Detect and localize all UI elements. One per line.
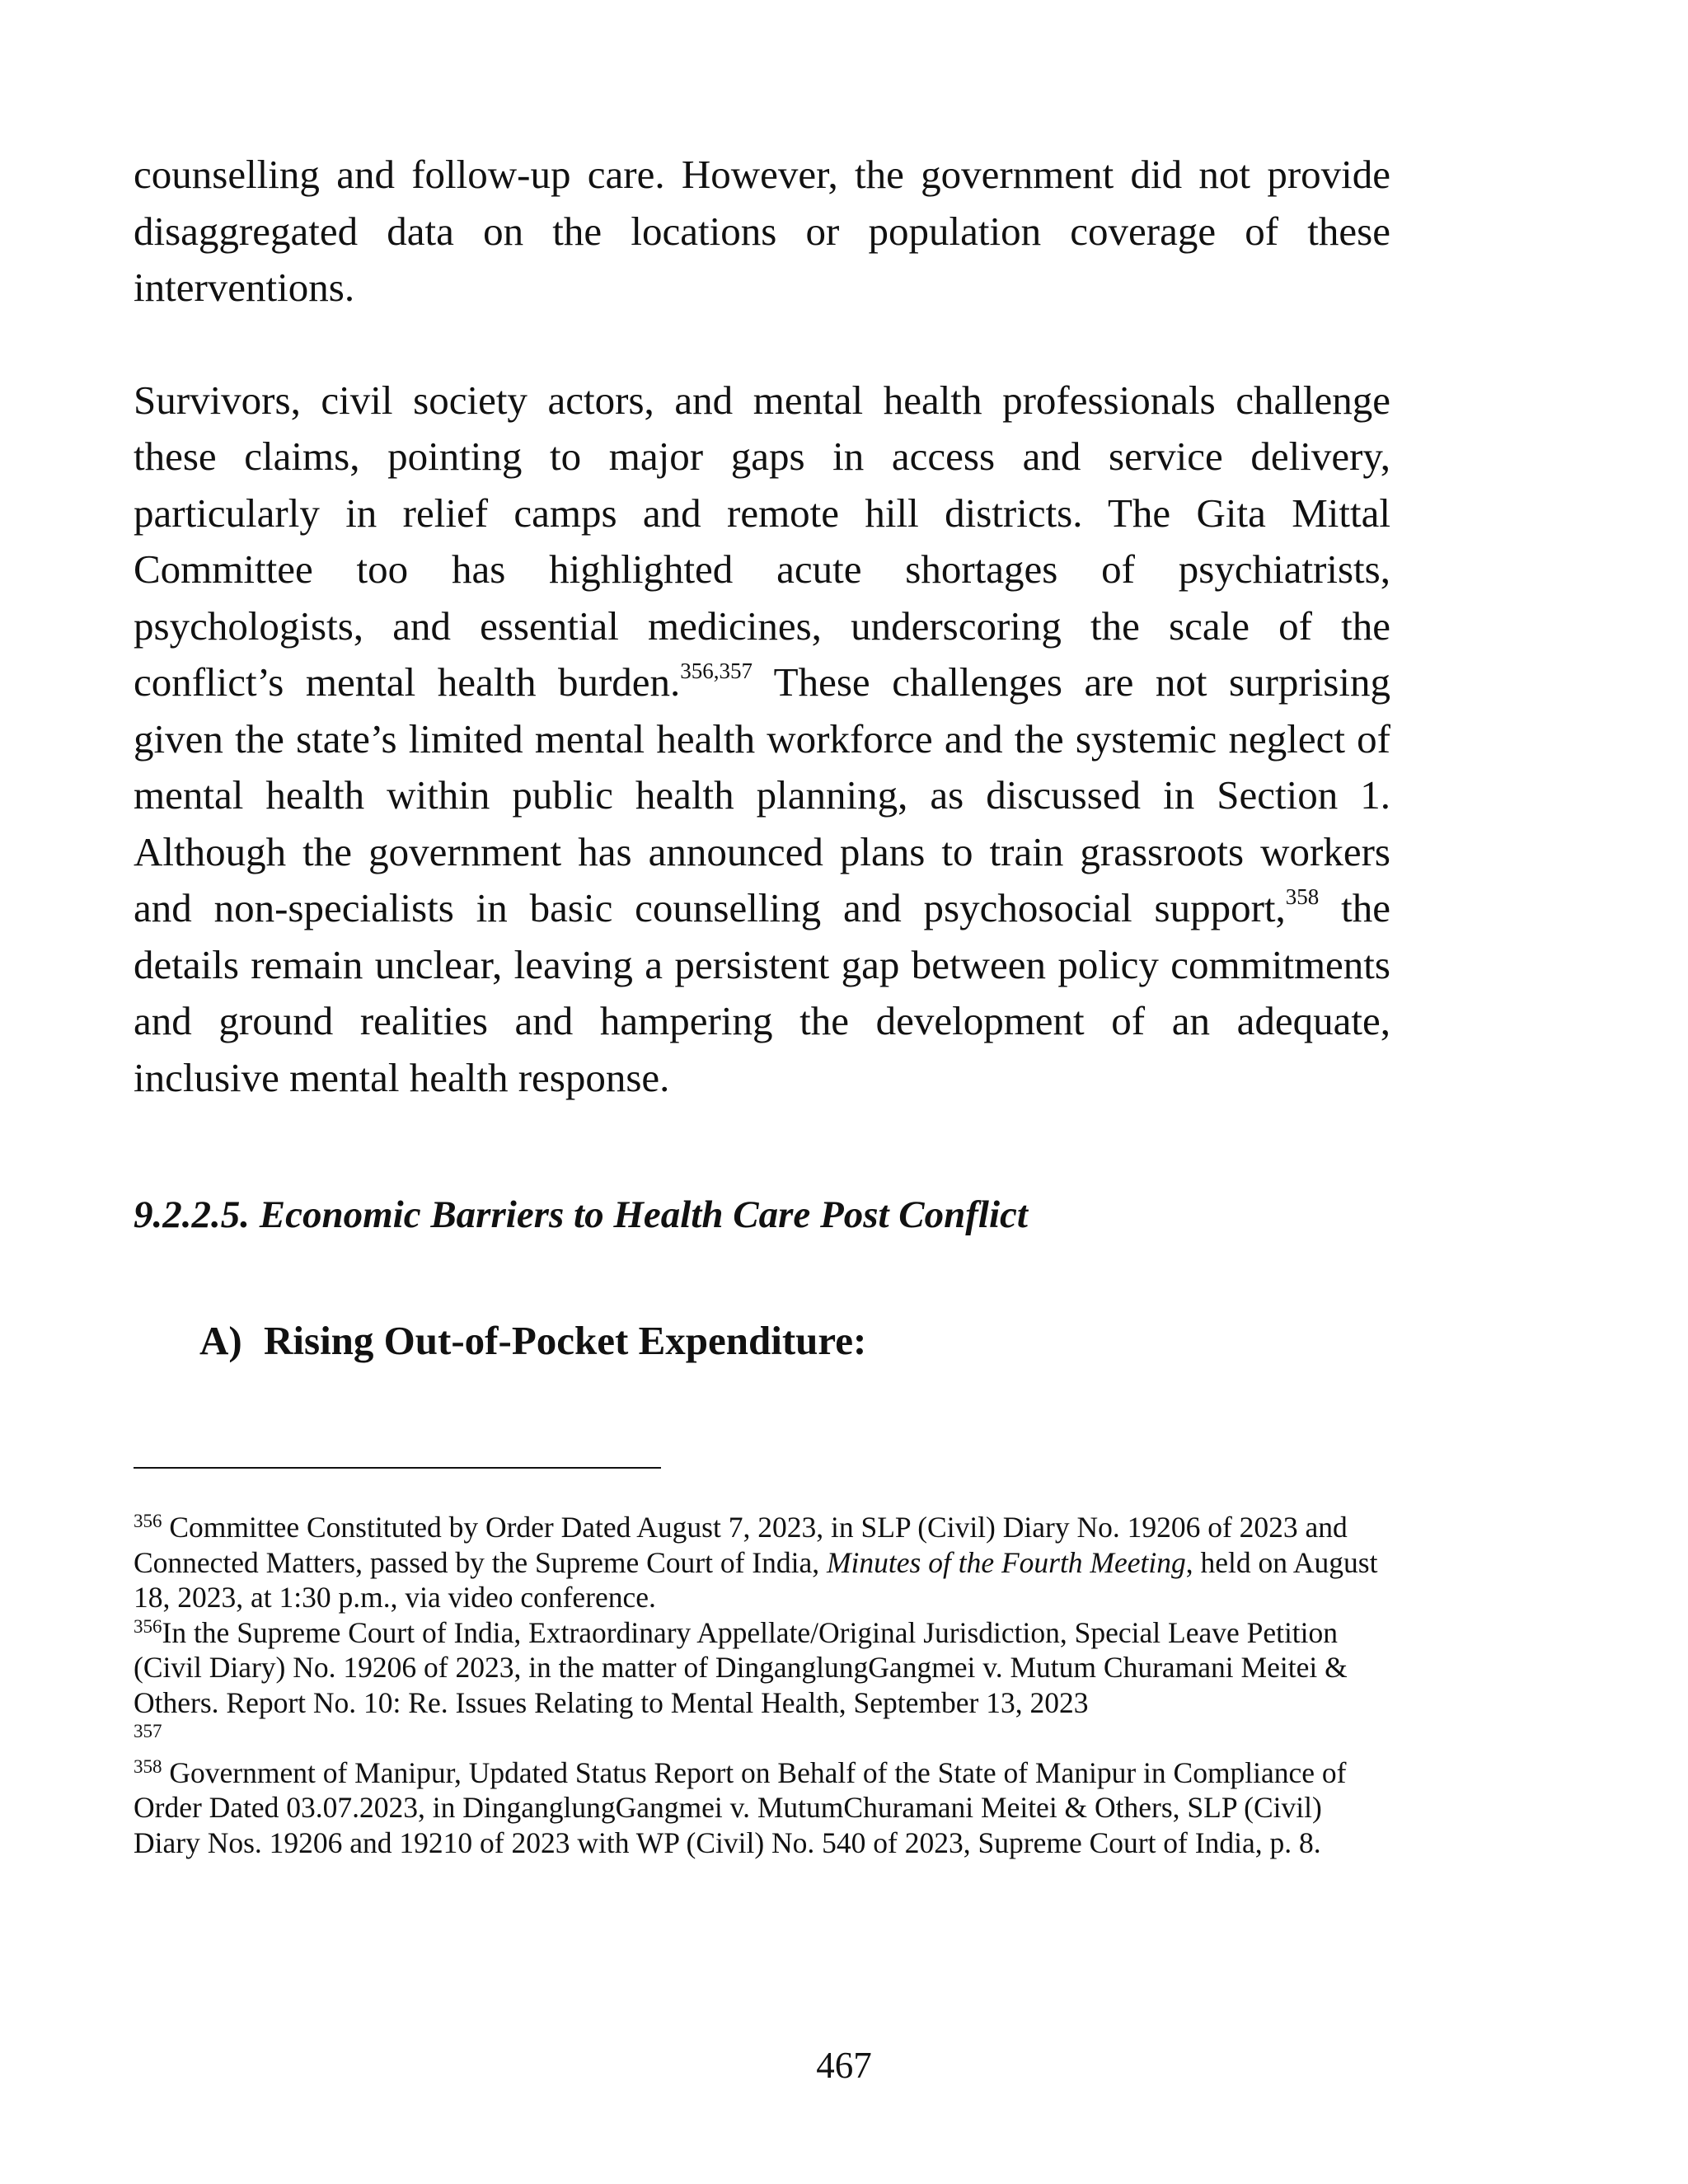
paragraph-2 (134, 373, 1390, 1107)
sub-heading (199, 1316, 866, 1366)
footnote-357 (134, 1720, 1390, 1755)
footnote-356-b (134, 1615, 1390, 1721)
main-text (134, 147, 1390, 1106)
paragraph-gap (134, 316, 1390, 373)
section-heading: 9.2.2.5. Economic Barriers to Health Care Post Conflict (134, 1193, 1028, 1236)
footnote-356 (134, 1510, 1390, 1615)
page-number: 467 (816, 2045, 872, 2086)
footnote-ref-358[interactable]: 358 (1285, 884, 1320, 909)
footnote-number: 356 (134, 1511, 162, 1531)
paragraph-2-part-1: Survivors, civil society actors, and mental health professionals challenge these claims, pointing to major gaps in access and service delivery, particularly in relief camps and remote hill districts. The Gita Mittal Committee too has highlighted acute shortages of psychiatrists, psychologists, and essential medicines, underscoring the scale of the conflict’s mental health burden. (134, 377, 1390, 705)
paragraph-1 (134, 147, 1390, 316)
paragraph-2-part-2: These challenges are not surprising given the state’s limited mental health workforce and the systemic neglect of mental health within public health planning, as discussed in Section 1. Although the government has announced plans to train grassroots workers and non-specialists in basic counselling and psychosocial support, (134, 659, 1390, 930)
footnote-separator (134, 1467, 661, 1469)
footnote-text: In the Supreme Court of India, Extraordinary Appellate/Original Jurisdiction, Special Leave Petition (Civil Diary) No. 19206 of 2023, in the matter of DinganglungGangmei v. Mutum Churamani Meitei & Others. Report No. 10: Re. Issues Relating to Mental Health, September 13, 2023 (134, 1615, 1348, 1719)
footnote-number: 356 (134, 1615, 162, 1637)
footnote-number: 357 (134, 1721, 162, 1741)
footnote-ref-356-357[interactable]: 356,357 (680, 658, 753, 683)
sub-heading-text: Rising Out-of-Pocket Expenditure: (264, 1318, 867, 1363)
footnote-italic-title: Minutes of the Fourth Meeting (826, 1545, 1186, 1579)
footnote-text: Committee Constituted by Order Dated August 7, 2023, in SLP (Civil) Diary No. 19206 of 2023 and Connected Matters, passed by the Supreme Court of India, (134, 1511, 1348, 1579)
sub-heading-marker: A) (199, 1318, 242, 1363)
footnote-text-after: , held on August 18, 2023, at 1:30 p.m., via video conference. (134, 1545, 1378, 1614)
paragraph-2-part-3: the details remain unclear, leaving a persistent gap between policy commitments and ground realities and hampering the development of an adequate, inclusive mental health response. (134, 885, 1390, 1100)
footnotes (134, 1510, 1390, 1860)
footnote-358 (134, 1755, 1390, 1861)
paragraph-1-text: counselling and follow-up care. However, the government did not provide disaggregated data on the locations or population coverage of these interventions. (134, 152, 1390, 310)
footnote-number: 358 (134, 1755, 162, 1777)
footnote-text: Government of Manipur, Updated Status Report on Behalf of the State of Manipur in Compliance of Order Dated 03.07.2023, in DinganglungGangmei v. MutumChuramani Meitei & Others, SLP (Civil) Diary Nos. 19206 and 19210 of 2023 with WP (Civil) No. 540 of 2023, Supreme Court of India, p. 8. (134, 1755, 1347, 1859)
